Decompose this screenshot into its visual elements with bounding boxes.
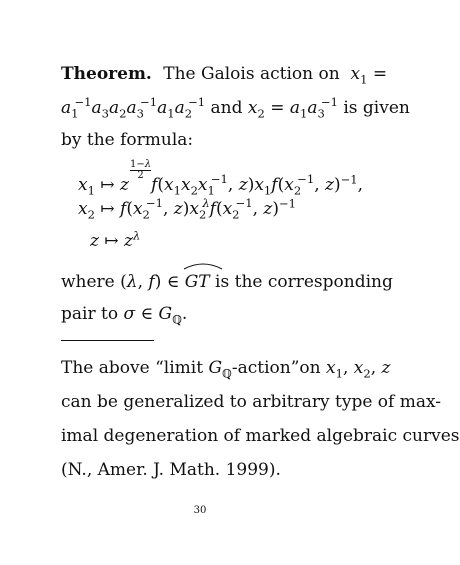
gt-line-2: pair to σ ∈ $G_ℚ$. — [61, 304, 188, 327]
theorem-line-2 — [61, 94, 410, 122]
formula-x1: $x_1$ ↦ z $\frac{1-\lambda}{2}$ $f(x_1x_2x_1^{-1}$, $z)x_1f(x_2^{-1}$, z)$^{-1}$, — [78, 159, 364, 198]
math-x1-def: $x_1$ = — [350, 64, 388, 87]
separator-rule — [61, 340, 154, 341]
page-number: 30 — [193, 505, 207, 516]
remark-line-2: can be generalized to arbitrary type of max- — [61, 392, 442, 412]
pair-to-text: pair to — [61, 304, 119, 324]
gt-line-1: where (λ, f) ∈ GT is the corresponding — [61, 268, 371, 296]
exponent-fraction: $\frac{1-\lambda}{2}$ — [129, 159, 152, 181]
remark-l1a: The above “limit — [61, 358, 204, 378]
theorem-and: and — [210, 98, 243, 118]
theorem-lead: The Galois action on — [163, 64, 340, 84]
is-the-text: is the corresponding — [215, 272, 393, 292]
theorem-statement — [61, 60, 410, 154]
math-x2-def: $x_2 = a_1a_3^{-1}$ — [247, 95, 338, 121]
gt-pair-text — [61, 268, 393, 328]
theorem-is-given: is given — [343, 98, 410, 118]
formula-x2: $x_2$ ↦ $f(x_2^{-1}$, $z)x_2^\lambda f(x_2^{-1}$, z)$^{-1}$ — [78, 196, 297, 222]
math-x1-expr: $a_1^{-1}a_3a_2a_3^{-1}a_1a_2^{-1}$ — [61, 95, 206, 121]
theorem-line-1 — [61, 60, 388, 88]
theorem-by-formula: by the formula: — [61, 130, 194, 150]
remark-paragraph — [61, 354, 460, 484]
where-word: where — [61, 272, 115, 292]
remark-l1b: -action”on — [231, 358, 321, 378]
formula-z: z ↦ $z^\lambda$ — [90, 228, 141, 251]
remark-line-1: The above “limit $G_ℚ-action”on$ $x_1$, $x_2$, z — [61, 358, 391, 381]
gt-hat-symbol: GT — [185, 268, 210, 296]
remark-line-4: (N., Amer. J. Math. 1999). — [61, 460, 281, 480]
theorem-heading: Theorem. — [61, 64, 152, 84]
remark-line-3: imal degeneration of marked algebraic curves — [61, 426, 460, 446]
